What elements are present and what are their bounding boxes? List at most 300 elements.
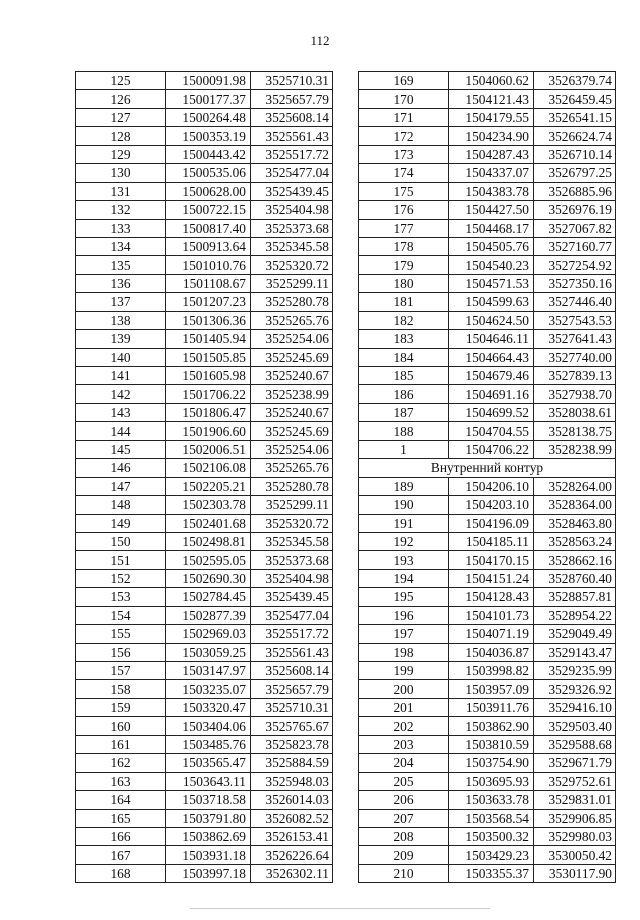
table-row [359,735,616,753]
y-coordinate-cell: 3525561.43 [251,643,333,661]
y-coordinate-cell: 3525345.58 [251,532,333,550]
point-number-cell: 193 [359,551,449,569]
x-coordinate-cell: 1500535.06 [166,164,251,182]
x-coordinate-cell: 1503320.47 [166,698,251,716]
table-row [76,459,333,477]
point-number-cell: 179 [359,256,449,274]
point-number-cell: 158 [76,680,166,698]
table-row [76,72,333,90]
y-coordinate-cell: 3526226.64 [251,846,333,864]
y-coordinate-cell: 3525608.14 [251,662,333,680]
x-coordinate-cell: 1504679.46 [449,367,534,385]
y-coordinate-cell: 3525280.78 [251,293,333,311]
table-row [359,422,616,440]
point-number-cell: 184 [359,348,449,366]
point-number-cell: 171 [359,108,449,126]
point-number-cell: 153 [76,588,166,606]
x-coordinate-cell: 1501906.60 [166,422,251,440]
x-coordinate-cell: 1504383.78 [449,182,534,200]
x-coordinate-cell: 1503718.58 [166,791,251,809]
table-row [359,846,616,864]
y-coordinate-cell: 3525439.45 [251,588,333,606]
y-coordinate-cell: 3527641.43 [534,330,616,348]
y-coordinate-cell: 3526541.15 [534,108,616,126]
y-coordinate-cell: 3529326.92 [534,680,616,698]
y-coordinate-cell: 3525280.78 [251,477,333,495]
y-coordinate-cell: 3528038.61 [534,403,616,421]
point-number-cell: 209 [359,846,449,864]
y-coordinate-cell: 3529416.10 [534,698,616,716]
scan-artifact-line [190,908,490,909]
point-number-cell: 201 [359,698,449,716]
y-coordinate-cell: 3526459.45 [534,90,616,108]
table-row [359,108,616,126]
x-coordinate-cell: 1504185.11 [449,532,534,550]
x-coordinate-cell: 1504540.23 [449,256,534,274]
x-coordinate-cell: 1500091.98 [166,72,251,90]
y-coordinate-cell: 3525299.11 [251,274,333,292]
point-number-cell: 163 [76,772,166,790]
point-number-cell: 128 [76,127,166,145]
table-row [359,201,616,219]
x-coordinate-cell: 1504691.16 [449,385,534,403]
x-coordinate-cell: 1504206.10 [449,477,534,495]
y-coordinate-cell: 3528138.75 [534,422,616,440]
x-coordinate-cell: 1504234.90 [449,127,534,145]
y-coordinate-cell: 3525710.31 [251,698,333,716]
table-row [76,477,333,495]
x-coordinate-cell: 1503500.32 [449,827,534,845]
point-number-cell: 178 [359,237,449,255]
y-coordinate-cell: 3525265.76 [251,459,333,477]
y-coordinate-cell: 3525517.72 [251,145,333,163]
table-row [76,606,333,624]
x-coordinate-cell: 1502690.30 [166,569,251,587]
y-coordinate-cell: 3527350.16 [534,274,616,292]
table-row [359,219,616,237]
y-coordinate-cell: 3526885.96 [534,182,616,200]
point-number-cell: 130 [76,164,166,182]
point-number-cell: 190 [359,496,449,514]
x-coordinate-cell: 1502401.68 [166,514,251,532]
x-coordinate-cell: 1503791.80 [166,809,251,827]
y-coordinate-cell: 3526379.74 [534,72,616,90]
y-coordinate-cell: 3528563.24 [534,532,616,550]
y-coordinate-cell: 3529752.61 [534,772,616,790]
x-coordinate-cell: 1500913.64 [166,237,251,255]
y-coordinate-cell: 3525517.72 [251,625,333,643]
y-coordinate-cell: 3527446.40 [534,293,616,311]
point-number-cell: 157 [76,662,166,680]
x-coordinate-cell: 1501405.94 [166,330,251,348]
point-number-cell: 160 [76,717,166,735]
table-row [76,717,333,735]
x-coordinate-cell: 1501010.76 [166,256,251,274]
table-row [76,274,333,292]
x-coordinate-cell: 1503485.76 [166,735,251,753]
x-coordinate-cell: 1504468.17 [449,219,534,237]
point-number-cell: 155 [76,625,166,643]
table-row [359,330,616,348]
y-coordinate-cell: 3527067.82 [534,219,616,237]
point-number-cell: 175 [359,182,449,200]
point-number-cell: 173 [359,145,449,163]
table-row [76,237,333,255]
x-coordinate-cell: 1502303.78 [166,496,251,514]
x-coordinate-cell: 1503998.82 [449,662,534,680]
x-coordinate-cell: 1502106.08 [166,459,251,477]
table-row [76,791,333,809]
x-coordinate-cell: 1504060.62 [449,72,534,90]
point-number-cell: 167 [76,846,166,864]
point-number-cell: 147 [76,477,166,495]
y-coordinate-cell: 3527254.92 [534,256,616,274]
x-coordinate-cell: 1504203.10 [449,496,534,514]
x-coordinate-cell: 1501108.67 [166,274,251,292]
y-coordinate-cell: 3525765.67 [251,717,333,735]
y-coordinate-cell: 3526710.14 [534,145,616,163]
y-coordinate-cell: 3525240.67 [251,403,333,421]
point-number-cell: 152 [76,569,166,587]
y-coordinate-cell: 3525240.67 [251,367,333,385]
point-number-cell: 189 [359,477,449,495]
x-coordinate-cell: 1504287.43 [449,145,534,163]
table-row [76,643,333,661]
y-coordinate-cell: 3525710.31 [251,72,333,90]
x-coordinate-cell: 1500443.42 [166,145,251,163]
x-coordinate-cell: 1501605.98 [166,367,251,385]
table-row [359,164,616,182]
table-row [76,827,333,845]
y-coordinate-cell: 3527160.77 [534,237,616,255]
table-row [359,348,616,366]
x-coordinate-cell: 1504121.43 [449,90,534,108]
table-row [359,514,616,532]
y-coordinate-cell: 3526797.25 [534,164,616,182]
x-coordinate-cell: 1503633.78 [449,791,534,809]
point-number-cell: 180 [359,274,449,292]
point-number-cell: 148 [76,496,166,514]
x-coordinate-cell: 1504151.24 [449,569,534,587]
table-row [359,440,616,458]
y-coordinate-cell: 3530050.42 [534,846,616,864]
table-row [359,385,616,403]
table-row [359,532,616,550]
x-coordinate-cell: 1503355.37 [449,864,534,882]
y-coordinate-cell: 3528238.99 [534,440,616,458]
x-coordinate-cell: 1503565.47 [166,754,251,772]
table-row [76,219,333,237]
table-row [359,127,616,145]
x-coordinate-cell: 1504196.09 [449,514,534,532]
point-number-cell: 168 [76,864,166,882]
point-number-cell: 188 [359,422,449,440]
table-row [76,330,333,348]
table-row [359,477,616,495]
x-coordinate-cell: 1504599.63 [449,293,534,311]
y-coordinate-cell: 3527740.00 [534,348,616,366]
table-row [76,496,333,514]
point-number-cell: 129 [76,145,166,163]
point-number-cell: 169 [359,72,449,90]
point-number-cell: 138 [76,311,166,329]
point-number-cell: 132 [76,201,166,219]
x-coordinate-cell: 1503429.23 [449,846,534,864]
table-row [76,588,333,606]
x-coordinate-cell: 1504179.55 [449,108,534,126]
x-coordinate-cell: 1503911.76 [449,698,534,716]
x-coordinate-cell: 1503754.90 [449,754,534,772]
table-row [359,496,616,514]
point-number-cell: 206 [359,791,449,809]
x-coordinate-cell: 1500628.00 [166,182,251,200]
point-number-cell: 191 [359,514,449,532]
y-coordinate-cell: 3525657.79 [251,90,333,108]
table-row [359,311,616,329]
x-coordinate-cell: 1504170.15 [449,551,534,569]
table-row [76,90,333,108]
x-coordinate-cell: 1503695.93 [449,772,534,790]
point-number-cell: 144 [76,422,166,440]
y-coordinate-cell: 3529503.40 [534,717,616,735]
y-coordinate-cell: 3527839.13 [534,367,616,385]
table-row [76,772,333,790]
point-number-cell: 207 [359,809,449,827]
table-row [359,625,616,643]
table-row [76,145,333,163]
table-row [76,422,333,440]
point-number-cell: 161 [76,735,166,753]
table-row [76,256,333,274]
x-coordinate-cell: 1504704.55 [449,422,534,440]
section-title: Внутренний контур [359,459,616,477]
y-coordinate-cell: 3529671.79 [534,754,616,772]
table-row [76,514,333,532]
y-coordinate-cell: 3528857.81 [534,588,616,606]
y-coordinate-cell: 3527938.70 [534,385,616,403]
point-number-cell: 182 [359,311,449,329]
point-number-cell: 210 [359,864,449,882]
point-number-cell: 204 [359,754,449,772]
y-coordinate-cell: 3529906.85 [534,809,616,827]
point-number-cell: 135 [76,256,166,274]
table-row [359,698,616,716]
table-row [76,385,333,403]
x-coordinate-cell: 1504505.76 [449,237,534,255]
x-coordinate-cell: 1502595.05 [166,551,251,569]
point-number-cell: 166 [76,827,166,845]
table-row [359,827,616,845]
point-number-cell: 194 [359,569,449,587]
x-coordinate-cell: 1503810.59 [449,735,534,753]
x-coordinate-cell: 1503931.18 [166,846,251,864]
y-coordinate-cell: 3529831.01 [534,791,616,809]
point-number-cell: 136 [76,274,166,292]
y-coordinate-cell: 3528264.00 [534,477,616,495]
y-coordinate-cell: 3525884.59 [251,754,333,772]
table-row [359,145,616,163]
x-coordinate-cell: 1500353.19 [166,127,251,145]
y-coordinate-cell: 3525404.98 [251,201,333,219]
y-coordinate-cell: 3526082.52 [251,809,333,827]
page-number: 112 [310,33,330,48]
x-coordinate-cell: 1504337.07 [449,164,534,182]
point-number-cell: 176 [359,201,449,219]
point-number-cell: 127 [76,108,166,126]
table-row [359,680,616,698]
point-number-cell: 139 [76,330,166,348]
x-coordinate-cell: 1503643.11 [166,772,251,790]
coordinates-table-right [358,71,616,883]
y-coordinate-cell: 3525608.14 [251,108,333,126]
point-number-cell: 192 [359,532,449,550]
point-number-cell: 196 [359,606,449,624]
y-coordinate-cell: 3527543.53 [534,311,616,329]
y-coordinate-cell: 3525561.43 [251,127,333,145]
y-coordinate-cell: 3528662.16 [534,551,616,569]
point-number-cell: 146 [76,459,166,477]
y-coordinate-cell: 3525439.45 [251,182,333,200]
point-number-cell: 156 [76,643,166,661]
point-number-cell: 198 [359,643,449,661]
x-coordinate-cell: 1504646.11 [449,330,534,348]
y-coordinate-cell: 3525320.72 [251,256,333,274]
table-row [76,569,333,587]
y-coordinate-cell: 3525265.76 [251,311,333,329]
y-coordinate-cell: 3526976.19 [534,201,616,219]
table-row [359,569,616,587]
y-coordinate-cell: 3528954.22 [534,606,616,624]
y-coordinate-cell: 3526302.11 [251,864,333,882]
table-row [359,182,616,200]
y-coordinate-cell: 3528364.00 [534,496,616,514]
y-coordinate-cell: 3525320.72 [251,514,333,532]
point-number-cell: 181 [359,293,449,311]
point-number-cell: 126 [76,90,166,108]
table-row [76,164,333,182]
table-row [359,403,616,421]
table-row [76,201,333,219]
table-row [76,108,333,126]
y-coordinate-cell: 3526014.03 [251,791,333,809]
x-coordinate-cell: 1503862.90 [449,717,534,735]
x-coordinate-cell: 1503404.06 [166,717,251,735]
table-row [359,90,616,108]
table-row [359,643,616,661]
table-row [359,662,616,680]
x-coordinate-cell: 1504624.50 [449,311,534,329]
point-number-cell: 151 [76,551,166,569]
point-number-cell: 200 [359,680,449,698]
y-coordinate-cell: 3525254.06 [251,330,333,348]
point-number-cell: 133 [76,219,166,237]
y-coordinate-cell: 3529235.99 [534,662,616,680]
y-coordinate-cell: 3525254.06 [251,440,333,458]
table-row [359,256,616,274]
point-number-cell: 187 [359,403,449,421]
y-coordinate-cell: 3525373.68 [251,219,333,237]
table-row [76,625,333,643]
point-number-cell: 183 [359,330,449,348]
table-row [359,606,616,624]
table-row [359,274,616,292]
x-coordinate-cell: 1502498.81 [166,532,251,550]
table-row [359,754,616,772]
x-coordinate-cell: 1504699.52 [449,403,534,421]
point-number-cell: 208 [359,827,449,845]
y-coordinate-cell: 3525404.98 [251,569,333,587]
point-number-cell: 150 [76,532,166,550]
table-row [359,551,616,569]
point-number-cell: 199 [359,662,449,680]
point-number-cell: 186 [359,385,449,403]
table-row [76,551,333,569]
point-number-cell: 185 [359,367,449,385]
y-coordinate-cell: 3526624.74 [534,127,616,145]
x-coordinate-cell: 1504128.43 [449,588,534,606]
y-coordinate-cell: 3525657.79 [251,680,333,698]
table-row [359,772,616,790]
point-number-cell: 177 [359,219,449,237]
x-coordinate-cell: 1502006.51 [166,440,251,458]
x-coordinate-cell: 1500817.40 [166,219,251,237]
y-coordinate-cell: 3529049.49 [534,625,616,643]
x-coordinate-cell: 1504071.19 [449,625,534,643]
x-coordinate-cell: 1502877.39 [166,606,251,624]
point-number-cell: 165 [76,809,166,827]
table-row [359,717,616,735]
table-row [76,809,333,827]
x-coordinate-cell: 1503862.69 [166,827,251,845]
table-row [359,864,616,882]
x-coordinate-cell: 1504036.87 [449,643,534,661]
x-coordinate-cell: 1504706.22 [449,440,534,458]
table-row [359,367,616,385]
table-row [76,846,333,864]
coordinates-table-left [75,71,333,883]
point-number-cell: 174 [359,164,449,182]
point-number-cell: 149 [76,514,166,532]
x-coordinate-cell: 1503235.07 [166,680,251,698]
x-coordinate-cell: 1503957.09 [449,680,534,698]
table-row [359,72,616,90]
x-coordinate-cell: 1502784.45 [166,588,251,606]
point-number-cell: 131 [76,182,166,200]
x-coordinate-cell: 1502205.21 [166,477,251,495]
table-row [76,127,333,145]
y-coordinate-cell: 3528463.80 [534,514,616,532]
table-row [76,662,333,680]
point-number-cell: 141 [76,367,166,385]
table-row [359,293,616,311]
y-coordinate-cell: 3526153.41 [251,827,333,845]
x-coordinate-cell: 1501306.36 [166,311,251,329]
y-coordinate-cell: 3529588.68 [534,735,616,753]
x-coordinate-cell: 1504664.43 [449,348,534,366]
x-coordinate-cell: 1502969.03 [166,625,251,643]
table-row [76,293,333,311]
point-number-cell: 202 [359,717,449,735]
y-coordinate-cell: 3525299.11 [251,496,333,514]
y-coordinate-cell: 3525477.04 [251,606,333,624]
table-row [359,809,616,827]
point-number-cell: 145 [76,440,166,458]
table-row [76,532,333,550]
x-coordinate-cell: 1504571.53 [449,274,534,292]
x-coordinate-cell: 1501505.85 [166,348,251,366]
point-number-cell: 203 [359,735,449,753]
y-coordinate-cell: 3525245.69 [251,422,333,440]
